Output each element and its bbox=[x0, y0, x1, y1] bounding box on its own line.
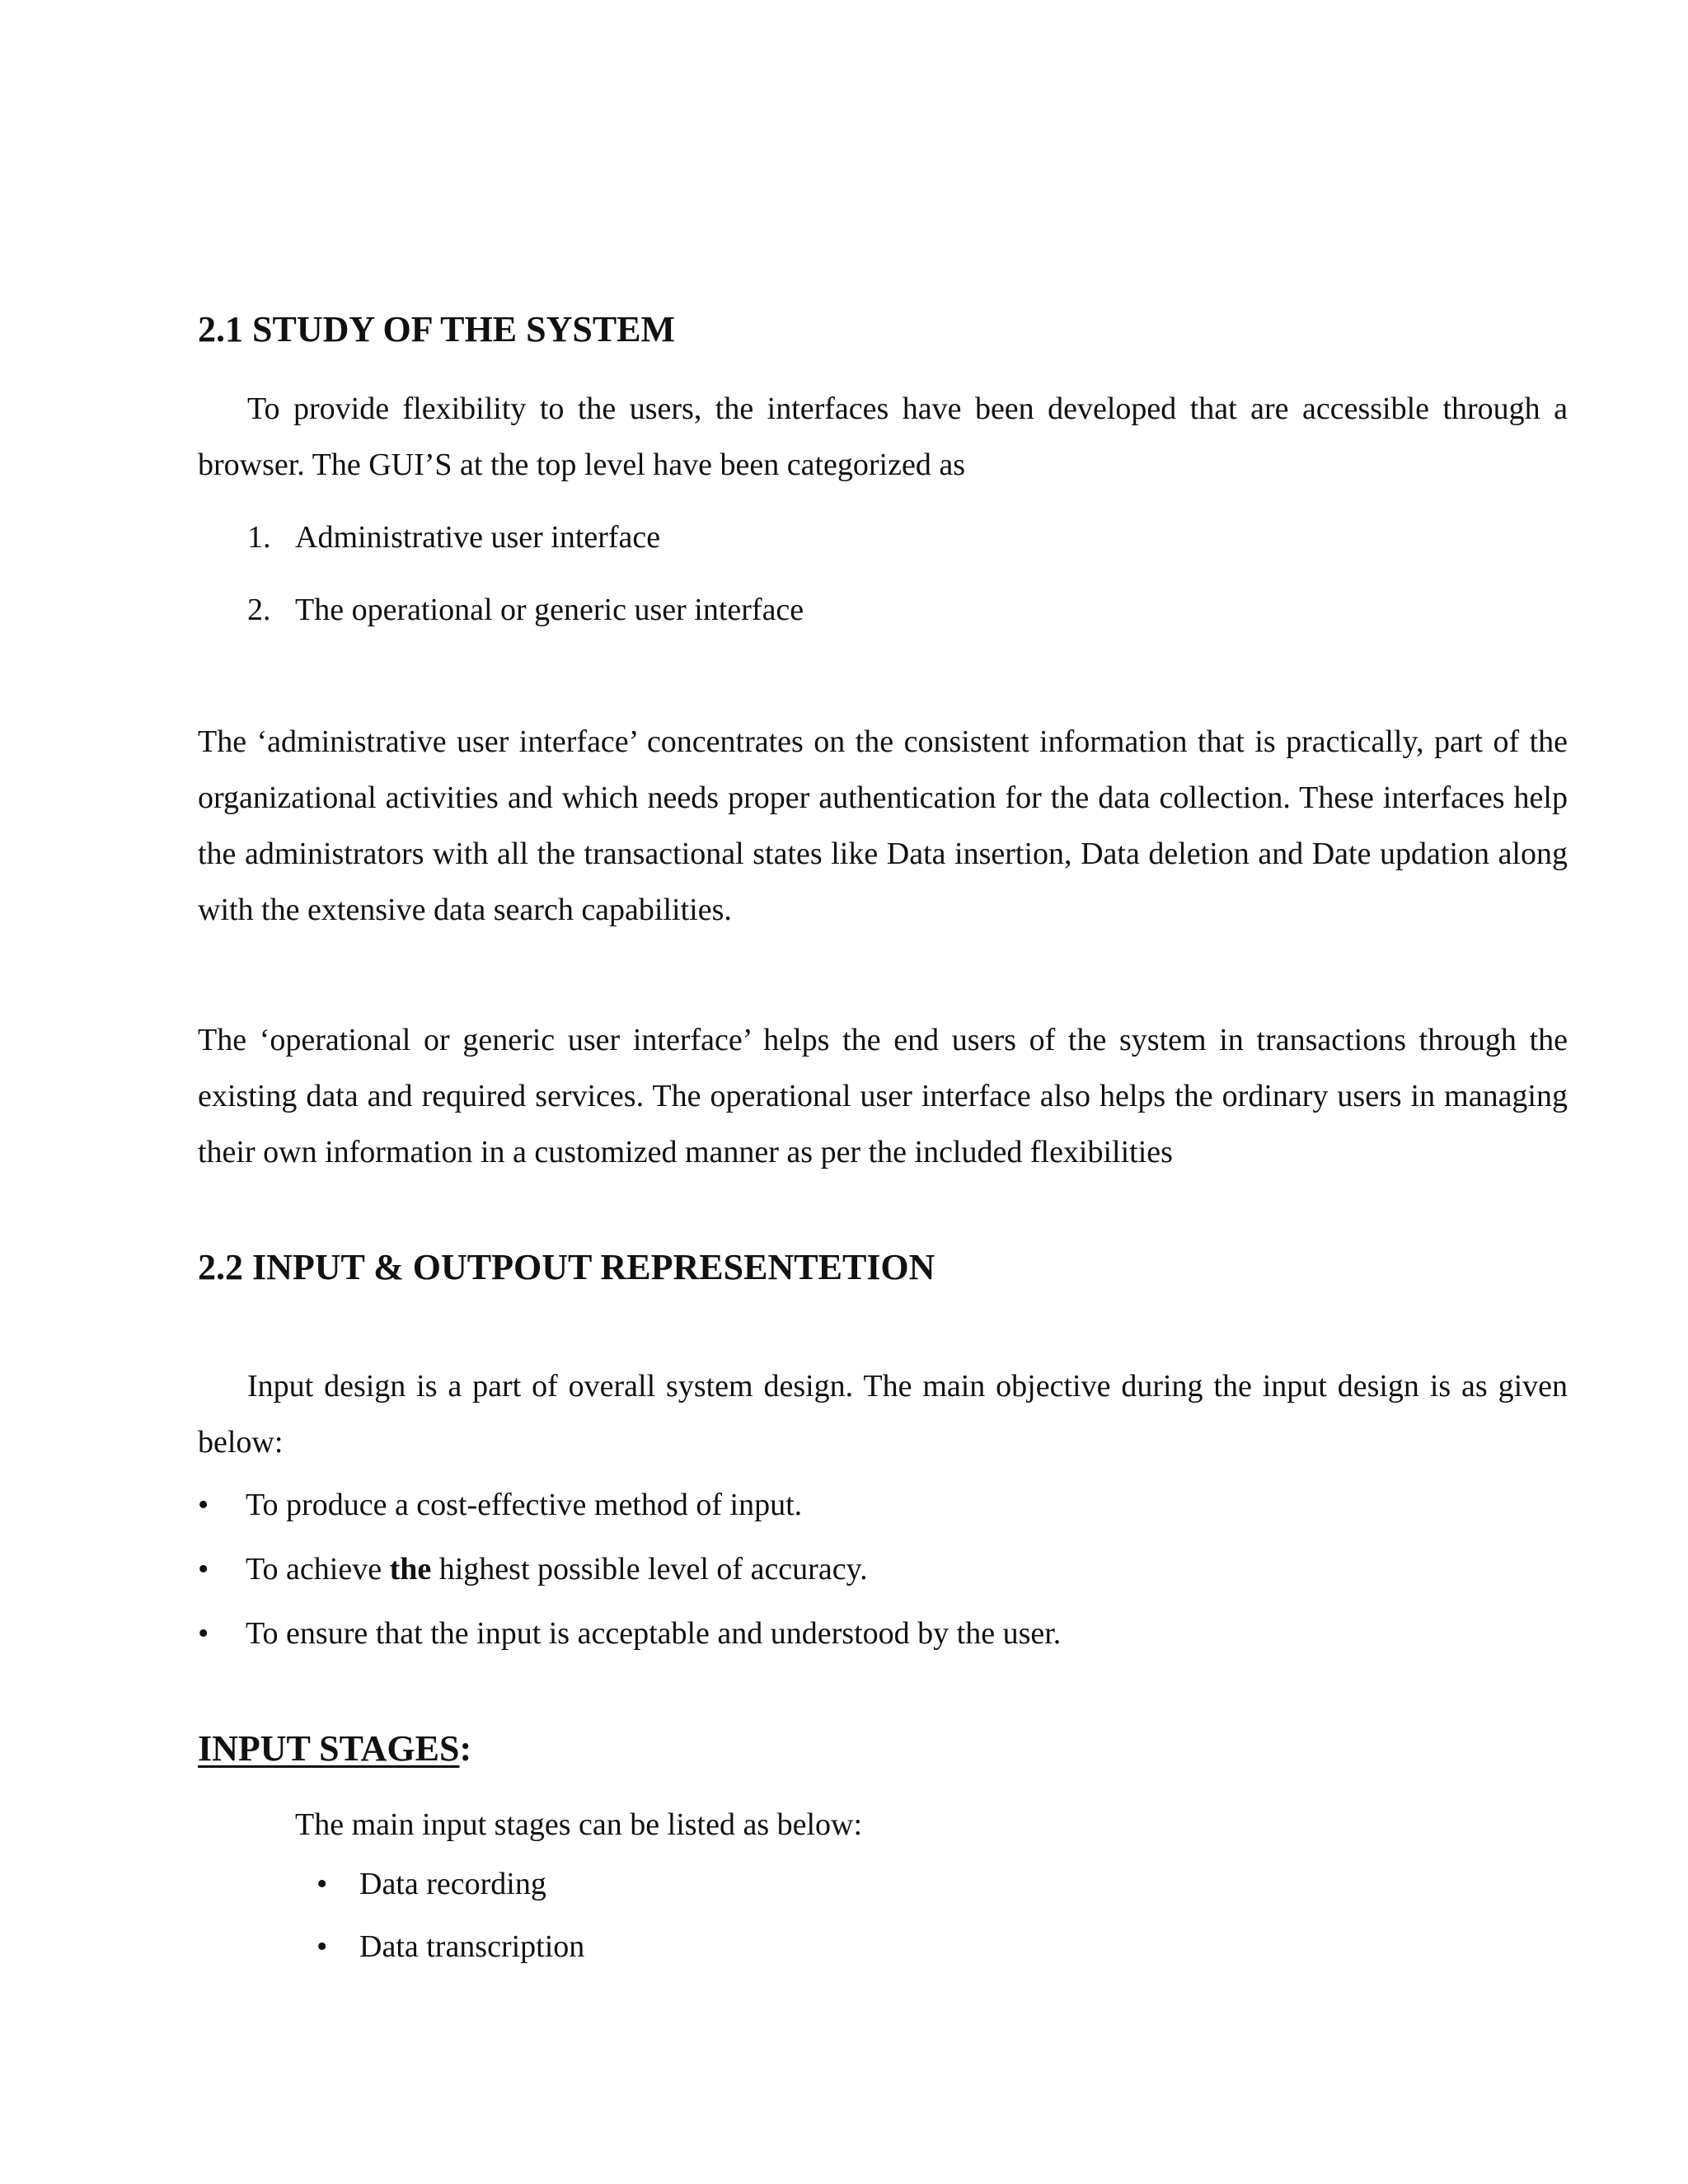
list-item-text: Administrative user interface bbox=[295, 520, 661, 555]
section-2-2-intro: Input design is a part of overall system design. The main objective during the input design is as given below: bbox=[198, 1369, 1568, 1460]
bullet-icon: • bbox=[316, 1929, 328, 1964]
section-2-1-heading: 2.1 STUDY OF THE SYSTEM bbox=[198, 309, 676, 349]
bullet-icon: • bbox=[198, 1488, 209, 1522]
bullet-text-bold: the bbox=[389, 1552, 432, 1586]
admin-interface-paragraph: The ‘administrative user interface’ concentrates on the consistent information that is practically, part of the organizational activities and which needs proper authentication for the data collection. These interfaces help the administrators with all the transactional states like Data insertion, Data deletion and Date updation along with the extensive data search capabilities. bbox=[198, 724, 1568, 927]
bullet-icon: • bbox=[316, 1867, 328, 1901]
bullet-icon: • bbox=[198, 1616, 209, 1651]
input-stages-heading-colon: : bbox=[459, 1728, 472, 1769]
section-2-2-heading: 2.2 INPUT & OUTPOUT REPRESENTETION bbox=[198, 1247, 935, 1287]
operational-interface-paragraph: The ‘operational or generic user interface’ helps the end users of the system in transactions through the existing data and required services. The operational user interface also helps the ordinary users in managing their own information in a customized manner as per the included flexibilities bbox=[198, 1023, 1568, 1169]
bullet-text: To produce a cost-effective method of input. bbox=[246, 1488, 803, 1522]
bullet-text bbox=[246, 1549, 868, 1589]
sub-bullet-text: Data transcription bbox=[359, 1929, 585, 1964]
section-2-1-intro: To provide flexibility to the users, the interfaces have been developed that are accessible through a browser. The GUI’S at the top level have been categorized as bbox=[198, 391, 1568, 482]
bullet-text-pre: To achieve bbox=[246, 1552, 390, 1586]
input-stages-heading-text: INPUT STAGES bbox=[198, 1728, 460, 1769]
bullet-text-post: highest possible level of accuracy. bbox=[431, 1552, 868, 1586]
sub-bullet-text: Data recording bbox=[359, 1867, 546, 1901]
bullet-text: To ensure that the input is acceptable and understood by the user. bbox=[246, 1616, 1062, 1651]
list-item-text: The operational or generic user interface bbox=[295, 593, 804, 627]
list-number: 1. bbox=[247, 520, 271, 555]
bullet-icon: • bbox=[198, 1552, 209, 1586]
input-stages-intro: The main input stages can be listed as below: bbox=[295, 1807, 863, 1842]
input-stages-heading bbox=[198, 1727, 471, 1770]
list-number: 2. bbox=[247, 593, 271, 627]
